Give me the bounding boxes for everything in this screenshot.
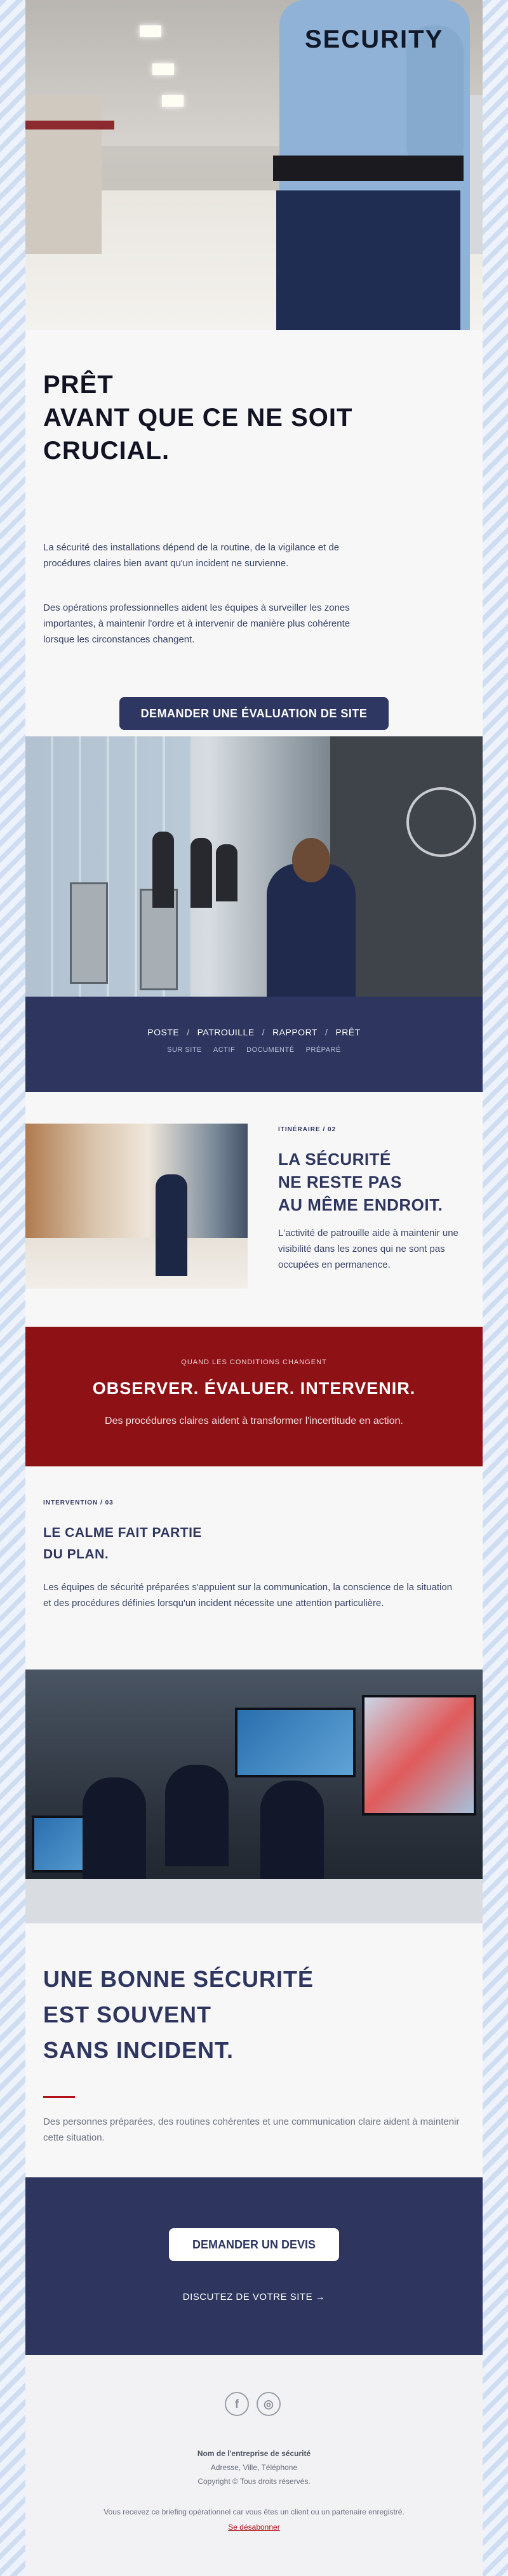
request-quote-button[interactable]: DEMANDER UN DEVIS	[169, 2228, 339, 2261]
conditions-band	[25, 1327, 483, 1466]
step-patrouille: PATROUILLE	[197, 1027, 255, 1037]
conditions-kicker: QUAND LES CONDITIONS CHANGENT	[181, 1358, 327, 1366]
intervention-paragraph: Les équipes de sécurité préparées s'appuient sur la communication, la conscience de la situation et des procédures définies lorsqu'un incident nécessite une attention particulière.	[43, 1582, 453, 1609]
security-badge-text: SECURITY	[305, 25, 444, 53]
facebook-icon[interactable]: f	[225, 2392, 249, 2416]
duty-steps-band	[25, 997, 483, 1092]
intro-paragraph-2: Des opérations professionnelles aident les équipes à surveiller les zones importantes, à maintenir l'ordre et à intervenir de manière plus cohérente lorsque les circonstances changent.	[43, 602, 351, 645]
footer	[25, 2355, 483, 2576]
intro-heading: PRÊT AVANT QUE CE NE SOIT CRUCIAL.	[43, 371, 353, 465]
lobby-guard-figure	[267, 863, 356, 997]
copyright: Copyright © Tous droits réservés.	[197, 2477, 311, 2486]
intervention-heading: LE CALME FAIT PARTIE DU PLAN.	[43, 1525, 202, 1562]
closing-paragraph: Des personnes préparées, des routines cohérentes et une communication claire aident à maintenir cette situation.	[43, 2116, 460, 2143]
intervention-section	[25, 1466, 483, 1670]
duty-belt	[273, 156, 464, 181]
closing-section	[25, 1923, 483, 2177]
patrol-section	[25, 1092, 483, 1327]
intro-paragraph-1: La sécurité des installations dépend de la routine, de la vigilance et de procédures claires bien avant qu'un incident ne survienne.	[43, 542, 340, 569]
patrol-heading: LA SÉCURITÉ NE RESTE PAS AU MÊME ENDROIT.	[278, 1150, 443, 1214]
address-line: Adresse, Ville, Téléphone	[210, 2463, 298, 2472]
step-poste: POSTE	[147, 1027, 180, 1037]
company-logo-mark	[406, 787, 476, 857]
unsubscribe-link[interactable]: Se désabonner	[228, 2523, 280, 2532]
closing-heading: UNE BONNE SÉCURITÉ EST SOUVENT SANS INCIDENT.	[43, 1966, 314, 2063]
patrol-paragraph: L'activité de patrouille aide à maintenir une visibilité dans les zones qui ne sont pas occupées en permanence.	[278, 1228, 458, 1270]
conditions-heading: OBSERVER. ÉVALUER. INTERVENIR.	[92, 1379, 416, 1398]
email-container	[25, 0, 483, 2576]
duty-steps-main: POSTE / PATROUILLE / RAPPORT / PRÊT	[147, 1027, 361, 1037]
step-rapport: RAPPORT	[272, 1027, 318, 1037]
subscription-notice: Vous recevez ce briefing opérationnel car vous êtes un client ou un partenaire enregistré.	[104, 2507, 404, 2516]
discuss-site-link[interactable]: DISCUTEZ DE VOTRE SITE →	[182, 2292, 326, 2302]
accent-divider	[43, 2096, 75, 2098]
patrol-corridor-image	[25, 1124, 248, 1289]
intervention-kicker: INTERVENTION / 03	[43, 1499, 114, 1506]
hero-image	[25, 0, 483, 330]
company-name: Nom de l'entreprise de sécurité	[197, 2449, 311, 2458]
patrol-kicker: ITINÉRAIRE / 02	[278, 1126, 337, 1133]
duty-steps-sub: SUR SITE ACTIF DOCUMENTÉ PRÉPARÉ	[167, 1046, 341, 1054]
lobby-image	[25, 736, 483, 997]
instagram-icon[interactable]: ◎	[257, 2392, 281, 2416]
intro-section	[25, 330, 483, 736]
step-pret: PRÊT	[335, 1027, 361, 1037]
cta-band	[25, 2177, 483, 2355]
control-room-image	[25, 1670, 483, 1923]
request-site-assessment-button[interactable]: DEMANDER UNE ÉVALUATION DE SITE	[119, 697, 389, 730]
conditions-paragraph: Des procédures claires aident à transformer l'incertitude en action.	[105, 1416, 403, 1426]
